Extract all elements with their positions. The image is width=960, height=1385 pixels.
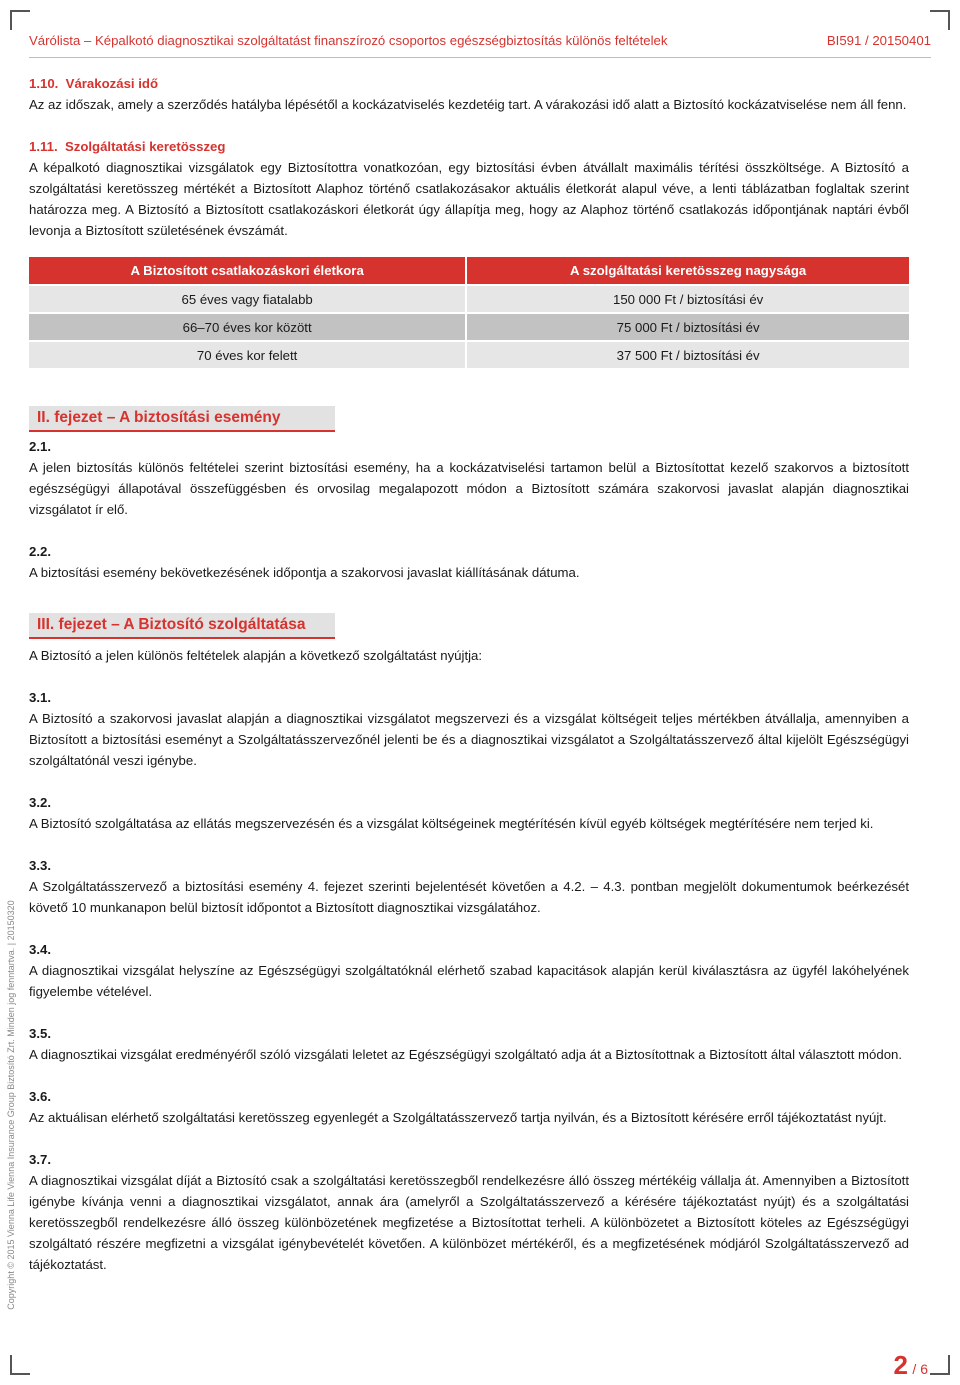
section-title: Várakozási idő bbox=[65, 76, 159, 91]
chapter-2-title: II. fejezet – A biztosítási esemény bbox=[37, 409, 281, 426]
section-heading-1-10 bbox=[29, 73, 909, 94]
section-title: Szolgáltatási keretösszeg bbox=[64, 139, 226, 154]
section-text-2-1: A jelen biztosítás különös feltételei szerint biztosítási esemény, ha a kockázatviselési tartamon belül a Biztosítottat kezelő szakorvos a biztosított egészségügyi állapotával összefüggésben és orvosilag megalapozott módon a Biztosított számára szakorvosi javaslat alapján diagnosztikai vizsgálatot ír elő. bbox=[29, 460, 909, 517]
document-body bbox=[29, 73, 909, 1275]
chapter-3-heading bbox=[29, 613, 909, 637]
document-title: Várólista – Képalkotó diagnosztikai szolgáltatást finanszírozó csoportos egészségbiztosítás különös feltételek bbox=[29, 33, 668, 48]
chapter-3-intro: A Biztosító a jelen különös feltételek alapján a következő szolgáltatást nyújtja: bbox=[29, 648, 483, 663]
section-text-3-6: Az aktuálisan elérhető szolgáltatási keretösszeg egyenlegét a Szolgáltatásszervező tartja nyilván, és a Biztosított kérésére erről tájékoztatást nyújt. bbox=[29, 1110, 887, 1125]
benefit-limit-table bbox=[29, 257, 909, 368]
section-number-3-7: 3.7. bbox=[29, 1152, 51, 1167]
corner-mark-top-right bbox=[930, 10, 950, 30]
table-header-amount: A szolgáltatási keretösszeg nagysága bbox=[466, 257, 909, 285]
table-row bbox=[29, 341, 909, 368]
table-cell-amount: 150 000 Ft / biztosítási év bbox=[466, 285, 909, 313]
section-number: 1.10. bbox=[29, 76, 59, 91]
section-number-3-6: 3.6. bbox=[29, 1089, 51, 1104]
table-cell-amount: 75 000 Ft / biztosítási év bbox=[466, 313, 909, 341]
section-heading-1-11 bbox=[29, 136, 909, 157]
section-number-2-2: 2.2. bbox=[29, 544, 51, 559]
table-row bbox=[29, 313, 909, 341]
section-text-3-5: A diagnosztikai vizsgálat eredményéről szóló vizsgálati leletet az Egészségügyi szolgáltató adja át a Biztosítottnak a Biztosított által választott módon. bbox=[29, 1047, 903, 1062]
section-number-3-3: 3.3. bbox=[29, 858, 51, 873]
section-text-3-7: A diagnosztikai vizsgálat díját a Biztosító csak a szolgáltatási keretösszegből rendelkezésre álló összeg mértékéig vállalja át. Amennyiben a Biztosított igénybe kívánja venni a diagnosztikai vizsgálatot, annak ára (amelyről a Szolgáltatásszervező a kérésére tájékoztatást nyújt) és a szolgáltatási keretösszegből rendelkezésre álló összeg különbözetének megfizetése a Biztosítottat terheli. A különbözetet a Biztosított köteles az Egészségügyi szolgáltató részére megfizetni a vizsgálat igénybevételét követően. A különbözet mértékéről, és a megfizetésének módjáról Szolgáltatásszervező ad tájékoztatást. bbox=[29, 1173, 909, 1272]
table-cell-amount: 37 500 Ft / biztosítási év bbox=[466, 341, 909, 368]
section-number-3-4: 3.4. bbox=[29, 942, 51, 957]
section-text-1-10: Az az időszak, amely a szerződés hatályba lépésétől a kockázatviselés kezdetéig tart. A várakozási idő alatt a Biztosító kockázatviselése nem áll fenn. bbox=[29, 97, 907, 112]
copyright-sidebar bbox=[0, 860, 22, 1350]
chapter-3-title: III. fejezet – A Biztosító szolgáltatása bbox=[37, 616, 306, 633]
section-number-3-1: 3.1. bbox=[29, 690, 51, 705]
page-current: 2 bbox=[893, 1350, 908, 1380]
table-cell-age: 66–70 éves kor között bbox=[29, 313, 466, 341]
document-reference: BI591 / 20150401 bbox=[826, 33, 931, 48]
page-number bbox=[894, 1350, 929, 1381]
chapter-2-heading bbox=[29, 406, 909, 430]
page-total: / 6 bbox=[912, 1361, 928, 1377]
section-text-3-3: A Szolgáltatásszervező a biztosítási esemény 4. fejezet szerinti bejelentését követően a 4.2. – 4.3. pontban megjelölt dokumentumok beérkezését követő 10 munkanapon belül biztosít időpontot a Biztosított diagnosztikai vizsgálatához. bbox=[29, 879, 909, 915]
section-number-3-2: 3.2. bbox=[29, 795, 51, 810]
section-number: 1.11. bbox=[29, 139, 58, 154]
header-divider bbox=[29, 57, 931, 58]
section-text-3-2: A Biztosító szolgáltatása az ellátás megszervezésén és a vizsgálat költségeinek megtérítésén kívül egyéb költségek megtérítésére nem terjed ki. bbox=[29, 816, 874, 831]
section-text-3-4: A diagnosztikai vizsgálat helyszíne az Egészségügyi szolgáltatóknál elérhető szabad kapacitások alapján kerül kiválasztásra az ügyfél lakóhelyének figyelembe vételével. bbox=[29, 963, 909, 999]
table-cell-age: 65 éves vagy fiatalabb bbox=[29, 285, 466, 313]
corner-mark-bottom-left bbox=[10, 1355, 30, 1375]
section-text-2-2: A biztosítási esemény bekövetkezésének időpontja a szakorvosi javaslat kiállításának dátuma. bbox=[29, 565, 580, 580]
table-header-age: A Biztosított csatlakozáskori életkora bbox=[29, 257, 466, 285]
corner-mark-top-left bbox=[10, 10, 30, 30]
table-row bbox=[29, 285, 909, 313]
page-header bbox=[29, 33, 931, 53]
corner-mark-bottom-right bbox=[930, 1355, 950, 1375]
section-text-1-11: A képalkotó diagnosztikai vizsgálatok egy Biztosítottra vonatkozóan, egy biztosítási évben átvállalt maximális térítési összköltsége. A Biztosító a szolgáltatási keretösszeg mértékét a Biztosított Alaphoz történő csatlakozásakor aktuális életkorát alapul véve, a lenti táblázatban foglaltak szerint határozza meg. A Biztosító a Biztosított csatlakozáskori életkorát úgy állapítja meg, hogy az Alaphoz történő csatlakozás időpontjának naptári évből levonja a Biztosított születésének évszámát. bbox=[29, 160, 909, 238]
copyright-text: Copyright © 2015 Vienna Life Vienna Insurance Group Biztosító Zrt. Minden jog fenntartva. | 20150320 bbox=[6, 900, 16, 1310]
section-text-3-1: A Biztosító a szakorvosi javaslat alapján a diagnosztikai vizsgálatot megszervezi és a vizsgálat költségeit teljes mértékben átvállalja, amennyiben a Biztosított a biztosítási eseményt a Szolgáltatásszervezőnél jelenti be és a diagnosztikai vizsgálatot a Szolgáltatásszervező által kijelölt Egészségügyi szolgáltatónál veszi igénybe. bbox=[29, 711, 909, 768]
table-header-row bbox=[29, 257, 909, 285]
section-number-2-1: 2.1. bbox=[29, 439, 51, 454]
section-number-3-5: 3.5. bbox=[29, 1026, 51, 1041]
table-cell-age: 70 éves kor felett bbox=[29, 341, 466, 368]
